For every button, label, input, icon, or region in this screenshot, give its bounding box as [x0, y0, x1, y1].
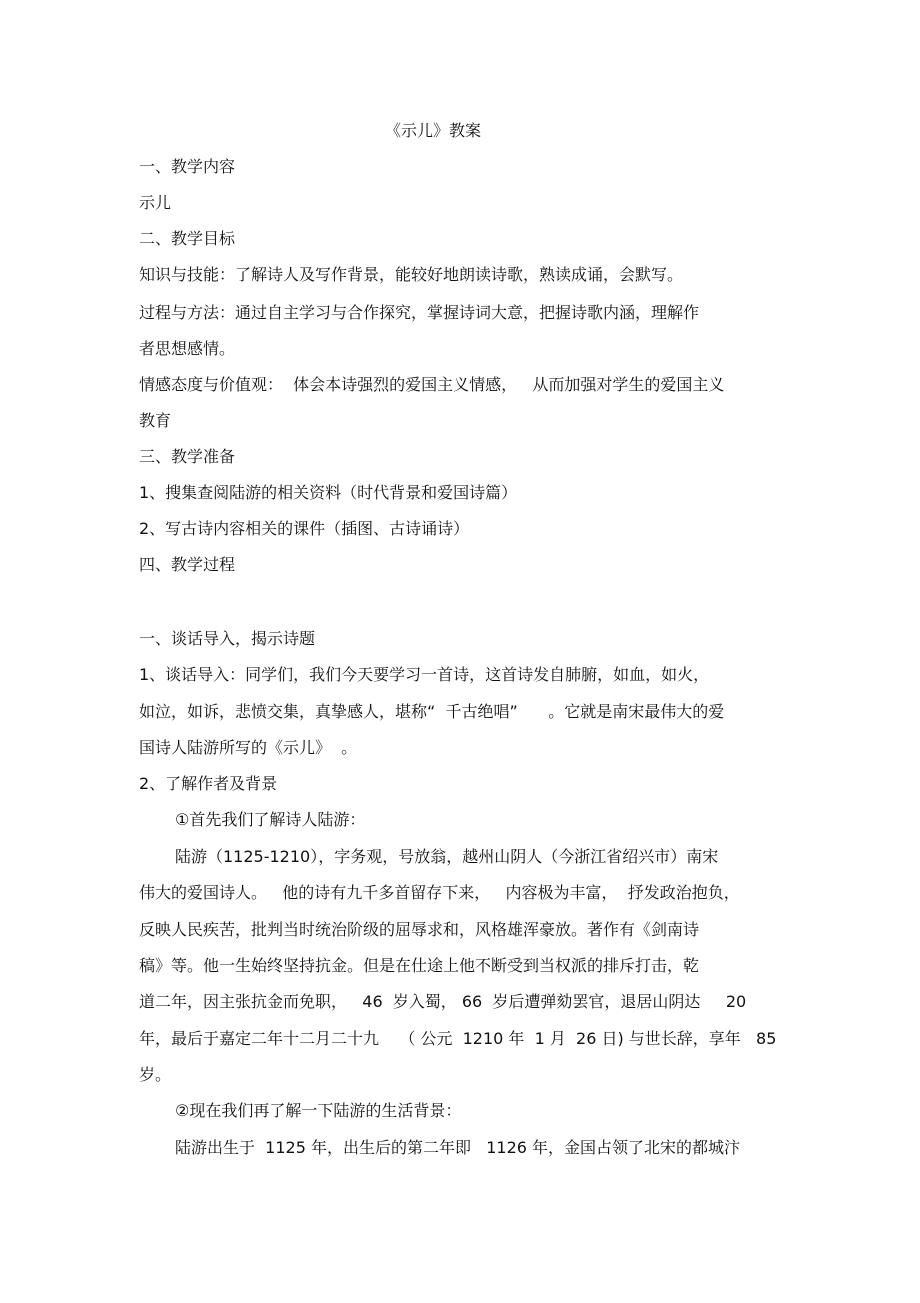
heading-teaching-goals: 二、教学目标 — [139, 229, 236, 248]
document-title: 《示儿》教案 — [385, 121, 482, 140]
text-prep-1: 1、搜集查阅陆游的相关资料（时代背景和爱国诗篇） — [139, 483, 518, 502]
text-goal-knowledge: 知识与技能：了解诗人及写作背景，能较好地朗读诗歌，熟读成诵，会默写。 — [139, 265, 684, 284]
text-background-1: 陆游出生于 1125 年，出生后的第二年即 1126 年，金国占领了北宋的都城汴 — [175, 1138, 741, 1157]
text-bio-1: 陆游（1125-1210），字务观，号放翁，越州山阴人（今浙江省绍兴市）南宋 — [175, 847, 719, 866]
text-bio-7: 岁。 — [139, 1065, 172, 1084]
text-goal-emotion: 情感态度与价值观： 体会本诗强烈的爱国主义情感， 从而加强对学生的爱国主义 — [139, 375, 725, 394]
text-intro-1: 1、谈话导入：同学们，我们今天要学习一首诗，这首诗发自肺腑，如血，如火， — [139, 665, 710, 684]
heading-intro: 一、谈话导入，揭示诗题 — [139, 629, 316, 648]
text-background-intro: ②现在我们再了解一下陆游的生活背景： — [175, 1101, 462, 1120]
heading-author-background: 2、了解作者及背景 — [139, 774, 278, 793]
text-bio-2: 伟大的爱国诗人。 他的诗有九千多首留存下来， 内容极为丰富， 抒发政治抱负， — [139, 883, 740, 902]
heading-teaching-prep: 三、教学准备 — [139, 447, 236, 466]
text-bio-4: 稿》等。他一生始终坚持抗金。但是在仕途上他不断受到当权派的排斥打击，乾 — [139, 956, 700, 975]
text-bio-5: 道二年，因主张抗金而免职， 46 岁入蜀， 66 岁后遭弹劾罢官，退居山阴达 20 — [139, 992, 747, 1011]
heading-teaching-process: 四、教学过程 — [139, 555, 236, 574]
text-goal-process: 过程与方法：通过自主学习与合作探究，掌握诗词大意，把握诗歌内涵，理解作 — [139, 303, 700, 322]
text-bio-3: 反映人民疾苦，批判当时统治阶级的屈辱求和，风格雄浑豪放。著作有《剑南诗 — [139, 920, 700, 939]
text-intro-2: 如泣，如诉，悲愤交集，真挚感人，堪称“ 千古绝唱” 。它就是南宋最伟大的爱 — [139, 702, 725, 721]
text-prep-2: 2、写古诗内容相关的课件（插图、古诗诵诗） — [139, 519, 470, 538]
text-poem-name: 示儿 — [139, 193, 172, 212]
text-bio-6: 年，最后于嘉定二年十二月二十九 （ 公元 1210 年 1 月 26 日) 与世长辞，享年 85 — [139, 1029, 777, 1048]
text-goal-process-cont: 者思想感情。 — [139, 339, 236, 358]
text-intro-3: 国诗人陆游所写的《示儿》 。 — [139, 738, 358, 757]
heading-teaching-content: 一、教学内容 — [139, 157, 236, 176]
text-author-intro: ①首先我们了解诗人陆游： — [175, 810, 366, 829]
text-goal-emotion-cont: 教育 — [139, 411, 172, 430]
